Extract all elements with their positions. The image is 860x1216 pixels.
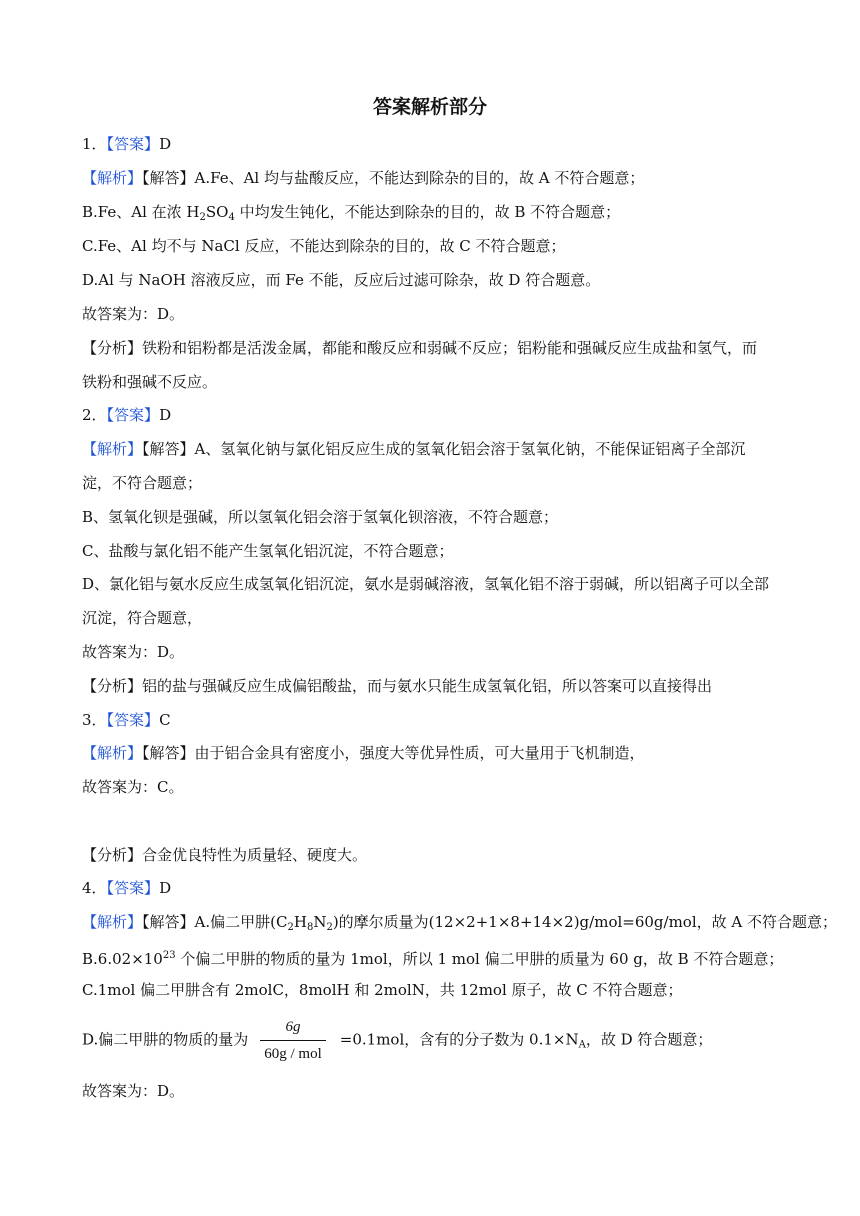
- q2-analysis-text: 铝的盐与强碱反应生成偏铝酸盐，而与氨水只能生成氢氧化铝，所以答案可以直接得出: [142, 677, 713, 695]
- q2-solution-d-cont: 沉淀，符合题意，: [82, 609, 203, 627]
- q1-solution-a: [82, 168, 644, 188]
- q1-solution-d: D.Al 与 NaOH 溶液反应，而 Fe 不能，反应后过滤可除杂，故 D 符合题意。: [82, 271, 601, 289]
- fraction: [260, 1016, 326, 1065]
- q1-b-text2: SO: [205, 203, 229, 221]
- jiexi-label: 【解析】: [82, 169, 143, 187]
- q3-number: 3．: [82, 711, 107, 729]
- q4-solution-d: [82, 1016, 712, 1065]
- q4-number: 4．: [82, 879, 107, 897]
- q4-answer: D: [159, 879, 172, 897]
- answer-label: 【答案】: [106, 879, 160, 897]
- q2-answer: D: [159, 406, 172, 424]
- q2-option-a: A、氢氧化钠与氯化铝反应生成的氢氧化铝会溶于氢氧化钠，不能保证铝离子全部沉: [194, 440, 746, 458]
- q1-b-sub2: 4: [228, 212, 235, 223]
- q3-answer-line: [82, 710, 171, 730]
- q1-solution-b: [82, 202, 620, 228]
- q2-solution-b: B、氢氧化钡是强碱，所以氢氧化铝会溶于氢氧化钡溶液，不符合题意；: [82, 508, 559, 526]
- q4-d-rest: ，故 D 符合题意；: [585, 1030, 713, 1049]
- fenxi-label: 【分析】: [82, 846, 143, 864]
- q1-number: 1．: [82, 135, 107, 153]
- q3-solution: [82, 743, 645, 763]
- q4-answer-line: [82, 878, 171, 898]
- q1-option-a: A.Fe、Al 均与盐酸反应，不能达到除杂的目的，故 A 不符合题意；: [194, 169, 645, 187]
- q2-solution-a-cont: 淀，不符合题意；: [82, 474, 203, 492]
- q1-analysis-text: 铁粉和铝粉都是活泼金属，都能和酸反应和弱碱不反应；铝粉能和强碱反应生成盐和氢气，而: [142, 339, 758, 357]
- jieda-label: 【解答】: [142, 169, 195, 187]
- q2-solution-d: D、氯化铝与氨水反应生成氢氧化铝沉淀，氨水是弱碱溶液，氢氧化铝不溶于弱碱，所以铝离子可以全部: [82, 575, 770, 593]
- jieda-label: 【解答】: [142, 440, 195, 458]
- q4-a-h: H: [293, 913, 307, 931]
- q2-answer-line: [82, 405, 171, 425]
- q4-b-text: B.6.02×10: [82, 950, 163, 968]
- q1-answer: D: [159, 135, 172, 153]
- q4-a-rest: )的摩尔质量为(12×2+1×8+14×2)g/mol=60g/mol，故 A 不符合题意；: [332, 913, 837, 931]
- jieda-label: 【解答】: [142, 744, 195, 762]
- q2-solution-c: C、盐酸与氯化铝不能产生氢氧化铝沉淀，不符合题意；: [82, 542, 454, 560]
- fraction-numerator: 6g: [285, 1019, 301, 1035]
- q4-solution-a: [82, 912, 837, 938]
- fraction-denominator: 60g / mol: [260, 1040, 326, 1065]
- q2-number: 2．: [82, 406, 107, 424]
- q4-a-sub-c: 2: [287, 922, 294, 933]
- q1-analysis: [82, 338, 757, 358]
- q4-a-sub-n: 2: [326, 922, 333, 933]
- q4-b-exponent: 23: [162, 950, 176, 961]
- q1-analysis-cont: 铁粉和强碱不反应。: [82, 373, 218, 391]
- q4-d-result: =0.1mol，含有的分子数为 0.1×N: [339, 1030, 579, 1049]
- q3-answer: C: [159, 711, 171, 729]
- page-title: 答案解析部分: [372, 96, 487, 118]
- q3-analysis: [82, 845, 367, 865]
- q4-a-n: N: [313, 913, 327, 931]
- answer-label: 【答案】: [106, 135, 160, 153]
- q4-a-text: A.偏二甲肼(C: [194, 913, 288, 931]
- q4-conclusion: 故答案为：D。: [82, 1082, 185, 1100]
- jiexi-label: 【解析】: [82, 440, 143, 458]
- answer-label: 【答案】: [106, 711, 160, 729]
- q3-conclusion: 故答案为：C。: [82, 778, 184, 796]
- jiexi-label: 【解析】: [82, 913, 143, 931]
- fenxi-label: 【分析】: [82, 339, 143, 357]
- q1-solution-c: C.Fe、Al 均不与 NaCl 反应，不能达到除杂的目的，故 C 不符合题意；: [82, 237, 566, 255]
- q4-b-rest: 个偏二甲肼的物质的量为 1mol，所以 1 mol 偏二甲肼的质量为 60 g，故 B 不符合题意；: [175, 950, 784, 968]
- q2-solution-a: [82, 439, 745, 459]
- q1-conclusion: 故答案为：D。: [82, 305, 185, 323]
- q2-conclusion: 故答案为：D。: [82, 643, 185, 661]
- q4-d-text: D.偏二甲肼的物质的量为: [82, 1030, 249, 1049]
- jiexi-label: 【解析】: [82, 744, 143, 762]
- fenxi-label: 【分析】: [82, 677, 143, 695]
- answer-label: 【答案】: [106, 406, 160, 424]
- q1-answer-line: [82, 134, 171, 154]
- q1-b-sub1: 2: [199, 212, 206, 223]
- jieda-label: 【解答】: [142, 913, 195, 931]
- q3-solution-text: 由于铝合金具有密度小，强度大等优异性质，可大量用于飞机制造，: [194, 744, 645, 762]
- q2-analysis: [82, 676, 712, 696]
- q4-solution-c: C.1mol 偏二甲肼含有 2molC，8molH 和 2molN，共 12mol 原子，故 C 不符合题意；: [82, 981, 683, 999]
- q4-solution-b: [82, 946, 783, 969]
- q4-a-sub-h: 8: [306, 922, 314, 933]
- q1-b-text: B.Fe、Al 在浓 H: [82, 203, 200, 221]
- q3-analysis-text: 合金优良特性为质量轻、硬度大。: [142, 846, 368, 864]
- q1-b-text3: 中均发生钝化，不能达到除杂的目的，故 B 不符合题意；: [234, 203, 621, 221]
- q4-d-sub-a: A: [578, 1039, 586, 1051]
